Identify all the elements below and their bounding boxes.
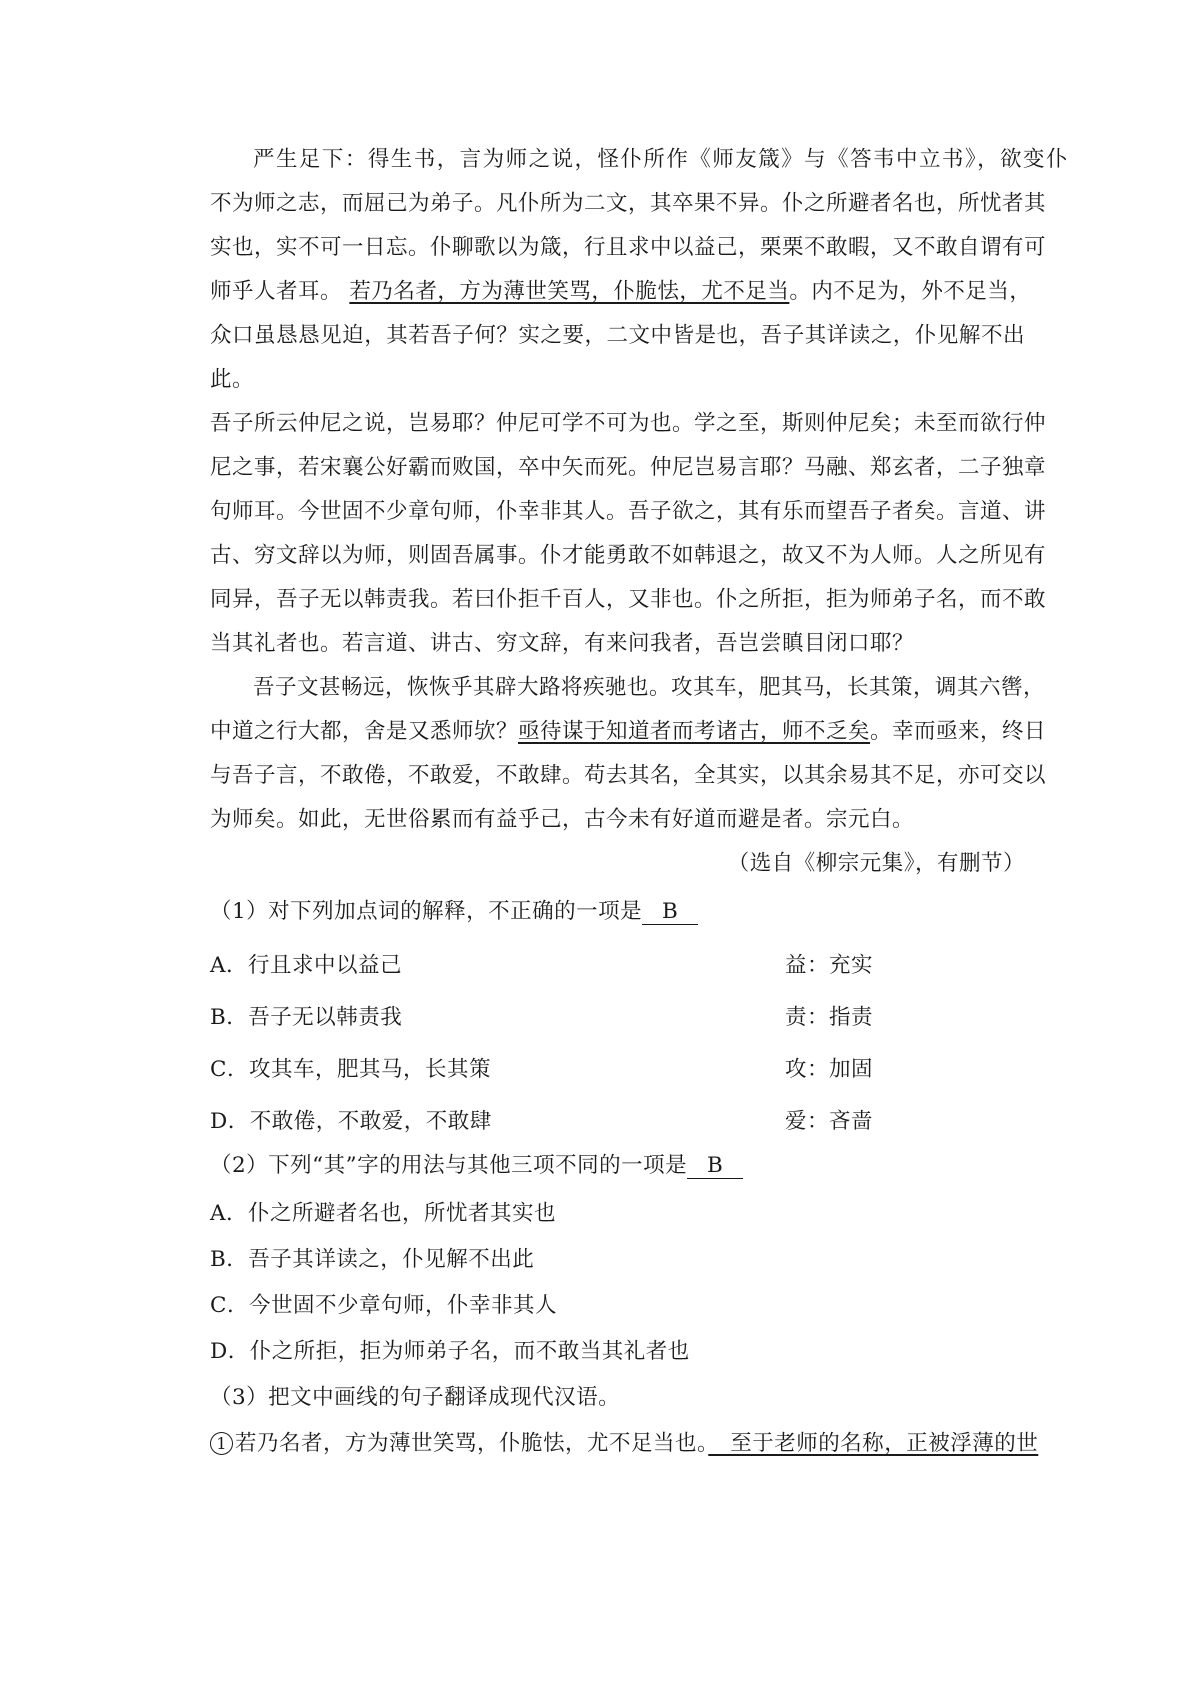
- passage-line: 众口虽恳恳见迫，其若吾子何？实之要，二文中皆是也，吾子其详读之，仆见解不出: [210, 323, 1025, 348]
- option-row: C．今世固不少章句师，仆幸非其人: [210, 1293, 557, 1318]
- option-gloss: 责：指责: [785, 1005, 874, 1030]
- passage-line: 吾子所云仲尼之说，岂易耶？仲尼可学不可为也。学之至，斯则仲尼矣；未至而欲行仲: [210, 411, 1047, 436]
- passage-line: 不为师之志，而屈己为弟子。凡仆所为二文，其卒果不异。仆之所避者名也，所忧者其: [210, 191, 1047, 216]
- option-gloss: 益：充实: [785, 953, 874, 978]
- passage-line: 古、穷文辞以为师，则固吾属事。仆才能勇敢不如韩退之，故又不为人师。人之所见有: [210, 543, 1047, 568]
- option-gloss: 攻：加固: [785, 1057, 874, 1082]
- option-row: D．仆之所拒，拒为师弟子名，而不敢当其礼者也: [210, 1339, 690, 1364]
- underlined-sentence-2: 亟待谋于知道者而考诸古，师不乏矣: [518, 719, 871, 744]
- passage-line: [210, 278, 1032, 306]
- option-row: [210, 1004, 1025, 1032]
- passage-line: 实也，实不可一日忘。仆聊歌以为箴，行且求中以益己，栗栗不敢暇，又不敢自谓有可: [210, 235, 1047, 260]
- option-row: [210, 952, 1025, 980]
- option-text: A．行且求中以益己: [210, 953, 403, 978]
- question-3-prompt: （3）把文中画线的句子翻译成现代汉语。: [210, 1385, 621, 1410]
- passage-line: 严生足下：得生书，言为师之说，怪仆所作《师友箴》与《答韦中立书》，欲变仆: [253, 147, 1068, 172]
- passage-line: 同异，吾子无以韩责我。若曰仆拒千百人，又非也。仆之所拒，拒为师弟子名，而不敢: [210, 587, 1047, 612]
- answer-translation: 至于老师的名称，正被浮薄的世: [708, 1431, 1039, 1456]
- passage-line: 当其礼者也。若言道、讲古、穷文辞，有来问我者，吾岂尝瞋目闭口耶？: [210, 631, 915, 656]
- option-row: B．吾子其详读之，仆见解不出此: [210, 1247, 535, 1272]
- passage-source: （选自《柳宗元集》，有删节）: [727, 851, 1025, 876]
- passage-text: 。内不足为，外不足当，: [789, 279, 1032, 304]
- item-sentence: 若乃名者，方为薄世笑骂，仆脆怯，尤不足当也。: [235, 1431, 709, 1456]
- option-text: D．不敢倦，不敢爱，不敢肆: [210, 1109, 492, 1134]
- question-3-item: [210, 1430, 1039, 1458]
- passage-text: 师乎人者耳。: [210, 279, 350, 304]
- option-row: [210, 1108, 1025, 1136]
- option-text: C．攻其车，肥其马，长其策: [210, 1057, 491, 1082]
- question-2-prompt: （2）下列“其”字的用法与其他三项不同的一项是 B: [210, 1152, 1025, 1180]
- answer-blank: B: [687, 1154, 743, 1179]
- underlined-sentence-1: 若乃名者，方为薄世笑骂，仆脆怯，尤不足当: [349, 279, 790, 304]
- question-1-prompt: （1）对下列加点词的解释，不正确的一项是 B: [210, 898, 1025, 926]
- option-gloss: 爱：吝啬: [785, 1109, 874, 1134]
- passage-line: 与吾子言，不敢倦，不敢爱，不敢肆。苟去其名，全其实，以其余易其不足，亦可交以: [210, 763, 1047, 788]
- passage-line: 尼之事，若宋襄公好霸而败国，卒中矢而死。仲尼岂易言耶？马融、郑玄者，二子独章: [210, 455, 1047, 480]
- option-row: A．仆之所避者名也，所忧者其实也: [210, 1201, 557, 1226]
- passage-line: 句师耳。今世固不少章句师，仆幸非其人。吾子欲之，其有乐而望吾子者矣。言道、讲: [210, 499, 1047, 524]
- option-text: B．吾子无以韩责我: [210, 1005, 403, 1030]
- circled-number: 1: [210, 1432, 233, 1455]
- passage-line: 吾子文甚畅远，恢恢乎其辟大路将疾驰也。攻其车，肥其马，长其策，调其六辔，: [253, 675, 1046, 700]
- passage-line: 为师矣。如此，无世俗累而有益乎己，古今未有好道而避是者。宗元白。: [210, 807, 915, 832]
- passage-text: 。幸而亟来，终日: [870, 719, 1047, 744]
- passage-line: [210, 718, 1047, 746]
- answer-blank: B: [642, 900, 698, 925]
- option-row: [210, 1056, 1025, 1084]
- passage-line: 此。: [210, 367, 255, 392]
- passage-text: 中道之行大都，舍是又悉师欤？: [210, 719, 519, 744]
